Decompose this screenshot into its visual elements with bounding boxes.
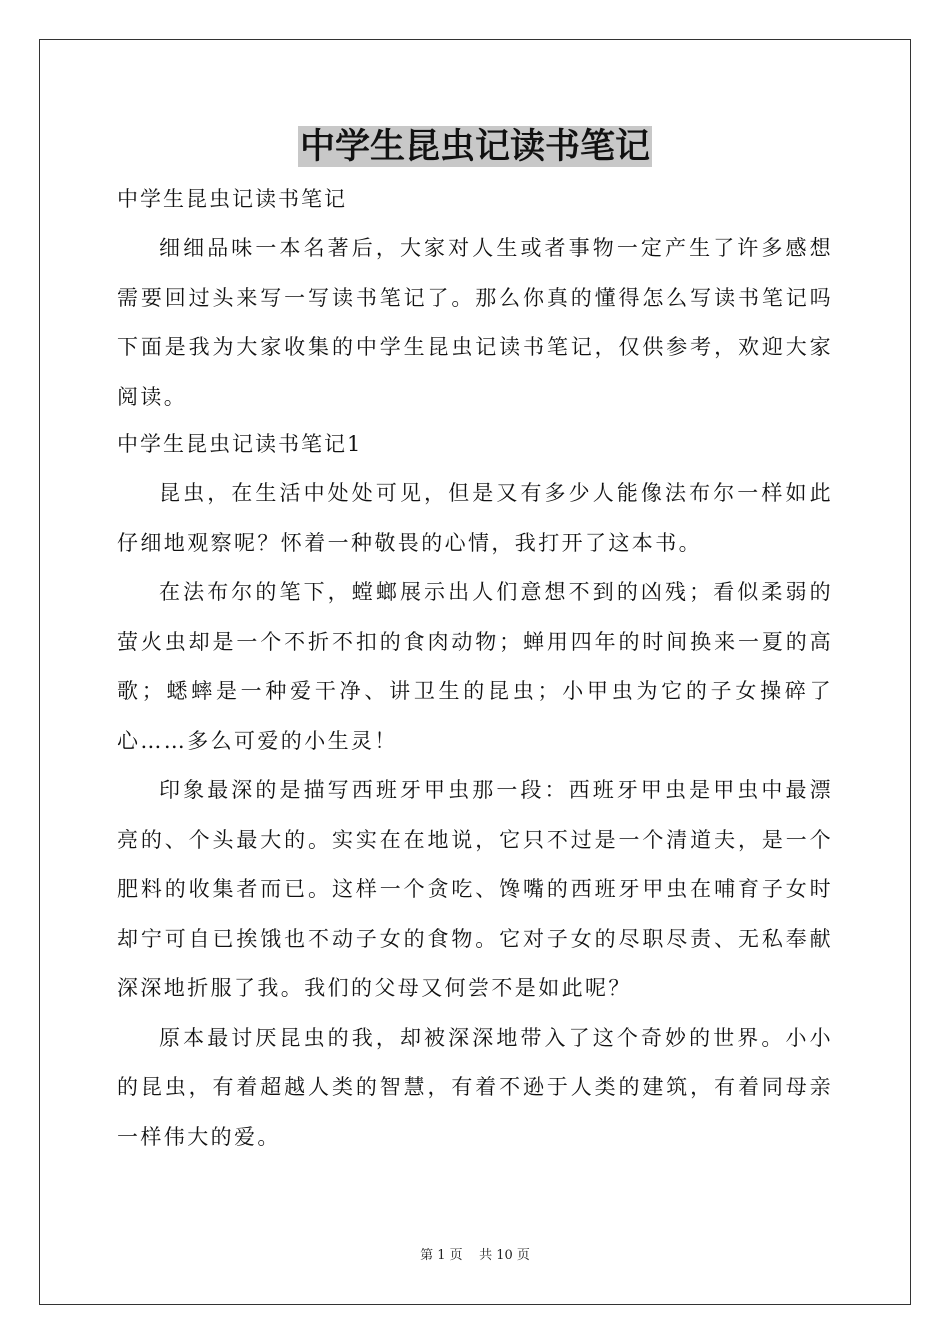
document-title-text: 中学生昆虫记读书笔记 [299, 126, 650, 167]
document-heading: 中学生昆虫记读书笔记 [117, 187, 347, 211]
document-title [0, 124, 950, 170]
page-footer: 第 1 页 共 10 页 [420, 1248, 530, 1263]
body-paragraph: 在法布尔的笔下，螳螂展示出人们意想不到的凶残；看似柔弱的萤火虫却是一个不折不扣的食肉动物；蝉用四年的时间换来一夏的高歌；蟋蟀是一种爱干净、讲卫生的昆虫；小甲虫为它的子女操碎了心……多么可爱的小生灵！ [117, 580, 833, 753]
intro-paragraph: 细细品味一本名著后，大家对人生或者事物一定产生了许多感想需要回过头来写一写读书笔记了。那么你真的懂得怎么写读书笔记吗下面是我为大家收集的中学生昆虫记读书笔记，仅供参考，欢迎大家阅读。 [117, 236, 833, 409]
body-paragraph: 原本最讨厌昆虫的我，却被深深地带入了这个奇妙的世界。小小的昆虫，有着超越人类的智慧，有着不逊于人类的建筑，有着同母亲一样伟大的爱。 [117, 1025, 833, 1149]
section-heading: 中学生昆虫记读书笔记1 [117, 432, 363, 456]
document-body [117, 177, 833, 1162]
body-paragraph: 昆虫，在生活中处处可见，但是又有多少人能像法布尔一样如此仔细地观察呢？怀着一种敬畏的心情，我打开了这本书。 [117, 481, 833, 555]
body-paragraph: 印象最深的是描写西班牙甲虫那一段：西班牙甲虫是甲虫中最漂亮的、个头最大的。实实在在地说，它只不过是一个清道夫，是一个肥料的收集者而已。这样一个贪吃、馋嘴的西班牙甲虫在哺育子女时却宁可自已挨饿也不动子女的食物。它对子女的尽职尽责、无私奉献深深地折服了我。我们的父母又何尝不是如此呢？ [117, 778, 833, 1000]
